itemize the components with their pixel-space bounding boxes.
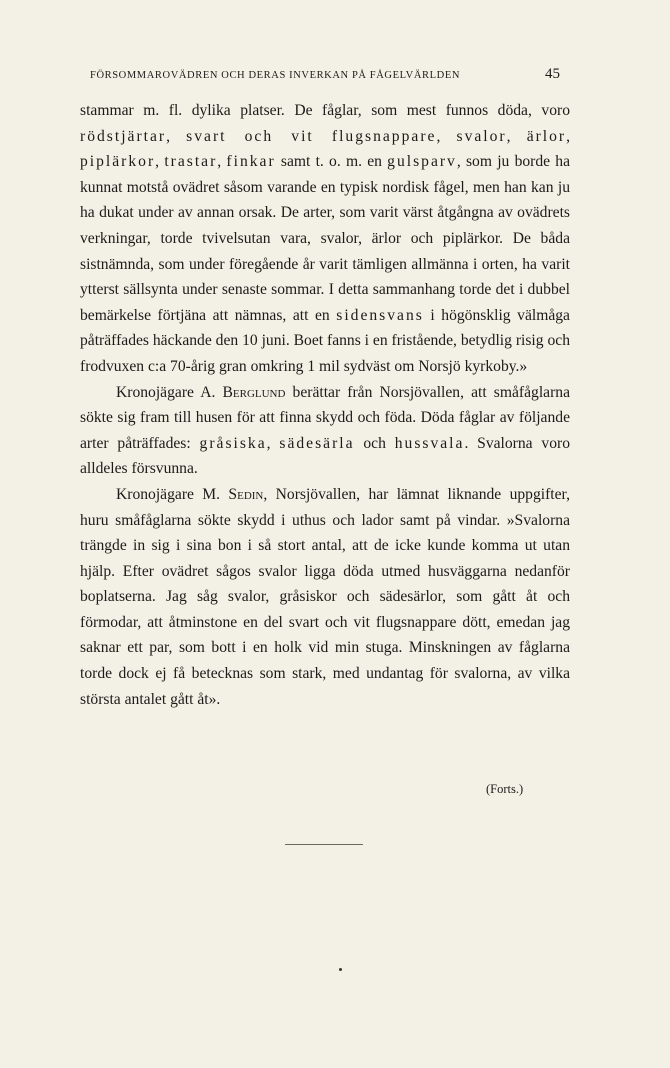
species-name: finkar <box>226 153 276 171</box>
text-segment: , <box>436 127 457 145</box>
running-header <box>90 66 560 83</box>
text-segment: , <box>217 153 227 171</box>
continuation-note: (Forts.) <box>486 782 524 796</box>
running-title: FÖRSOMMAROVÄDREN OCH DERAS INVERKAN PÅ FÅGELVÄRLDEN <box>90 70 461 81</box>
species-name: gulsparv <box>387 153 457 171</box>
text-segment: samt t. o. m. en <box>275 153 388 171</box>
text-segment: , <box>506 127 527 145</box>
text-segment: Kronojägare M. <box>116 485 229 503</box>
species-name: sidensvans <box>336 306 424 324</box>
text-segment: , Norsjövallen, har lämnat liknande uppgifter, huru småfåglarna sökte skydd i uthus och lador samt på vindar. »Svalorna trängde in sig i sina bon i så stort antal, att de icke kunde komma ut utan hjälp. Efter ovädret sågos svalor ligga döda utmed husväggarna nedanför boplatserna. Jag såg svalor, gråsiskor och sädesärlor, som gått åt och förmodar, att åtminstone en del svart och vit flugsnappare dött, emedan jag saknar ett par, som bott i en holk vid min stuga. Minskningen av fåglarna torde dock ej få betecknas som stark, med undantag för svalorna, av vilka största antalet gått åt». <box>80 485 570 708</box>
text-segment: , <box>166 127 187 145</box>
text-segment: i högönsklig välmåga påträffades häckande den 10 juni. Boet fanns i en fristående, betydlig risig och frodvuxen c:a 70-årig gran omkring 1 mil sydväst om Norsjö kyrkoby.» <box>80 306 570 375</box>
species-name: rödstjärtar <box>80 127 167 145</box>
text-segment: , som ju borde ha kunnat motstå ovädret såsom varande en typisk nordisk fågel, men han kan ju ha dukat under av annan orsak. De arter, som varit värst åtgångna av ovädrets verkningar, torde tvivelsutan vara, svalor, ärlor och piplärkor. De båda sistnämnda, som under föregående år varit tämligen allmänna i orten, ha varit ytterst sällsynta under senaste sommar. I detta sammanhang torde det i dubbel bemärkelse förtjäna att nämnas, att en <box>80 153 571 324</box>
paragraph-1 <box>80 98 570 380</box>
species-name: ärlor <box>526 127 567 145</box>
species-name: trastar <box>164 153 218 171</box>
text-segment: , <box>266 434 280 452</box>
species-name: svart och vit flugsnappare <box>186 127 437 145</box>
species-name: gråsiska <box>199 434 267 452</box>
species-name: piplärkor <box>80 153 156 171</box>
text-segment: . Svalorna voro alldeles försvunna. <box>80 434 571 478</box>
text-segment: och <box>354 434 395 452</box>
page-number: 45 <box>545 66 560 82</box>
person-name: Sedin <box>228 485 264 503</box>
person-name: Berglund <box>222 383 286 401</box>
species-name: svalor <box>456 127 507 145</box>
body-text <box>80 98 570 712</box>
print-speck <box>339 968 342 971</box>
species-name: sädesärla <box>279 434 355 452</box>
paragraph-3 <box>80 482 570 712</box>
paragraph-2 <box>80 380 570 482</box>
text-segment: , <box>155 153 165 171</box>
text-segment: , <box>566 127 571 145</box>
text-segment: stammar m. fl. dylika platser. De fåglar, som mest funnos döda, voro <box>80 102 570 119</box>
species-name: hussvala <box>394 434 465 452</box>
text-segment: Kronojägare A. <box>116 383 223 401</box>
divider-rule <box>285 844 363 845</box>
text-segment: berättar från Norsjövallen, att småfåglarna sökte sig fram till husen för att finna skydd och föda. Döda fåglar av följande arter påträffades: <box>80 383 571 452</box>
